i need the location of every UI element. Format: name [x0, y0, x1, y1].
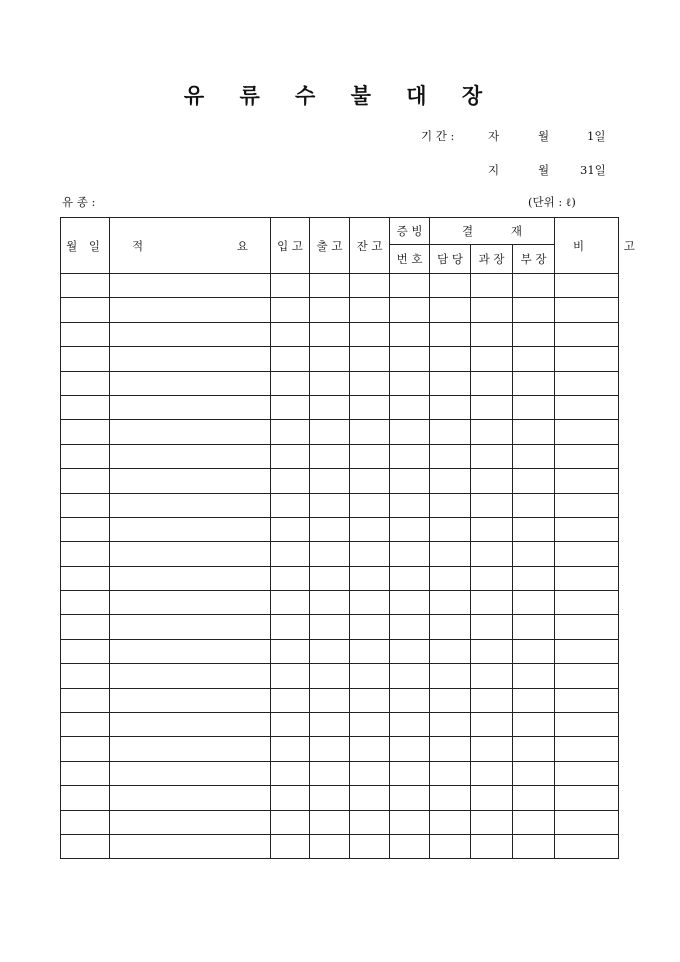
table-cell — [350, 420, 390, 444]
table-row — [61, 761, 619, 785]
table-row — [61, 591, 619, 615]
table-row — [61, 298, 619, 322]
period-to-day: 31일 — [580, 163, 606, 177]
table-cell — [271, 542, 310, 566]
table-cell — [390, 566, 430, 590]
table-cell — [61, 761, 110, 785]
table-cell — [310, 786, 350, 810]
table-cell — [61, 713, 110, 737]
table-cell — [513, 566, 555, 590]
table-row — [61, 444, 619, 468]
table-cell — [390, 542, 430, 566]
table-cell — [61, 615, 110, 639]
table-cell — [310, 542, 350, 566]
table-cell — [471, 761, 513, 785]
table-cell — [310, 493, 350, 517]
period-to-label: 지 — [488, 163, 500, 177]
table-cell — [110, 493, 271, 517]
table-cell — [513, 664, 555, 688]
table-cell — [271, 834, 310, 858]
table-cell — [271, 810, 310, 834]
table-cell — [350, 761, 390, 785]
table-cell — [310, 298, 350, 322]
table-row — [61, 713, 619, 737]
table-cell — [471, 566, 513, 590]
table-cell — [350, 493, 390, 517]
table-cell — [271, 517, 310, 541]
table-cell — [471, 639, 513, 663]
table-cell — [271, 395, 310, 419]
table-cell — [513, 737, 555, 761]
table-cell — [61, 834, 110, 858]
table-cell — [271, 639, 310, 663]
header-approval-left: 결 — [462, 224, 474, 238]
table-cell — [555, 688, 619, 712]
table-cell — [471, 615, 513, 639]
header-evidence-top: 증 빙 — [390, 218, 430, 245]
table-cell — [310, 639, 350, 663]
table-cell — [61, 347, 110, 371]
table-cell — [390, 810, 430, 834]
table-cell — [271, 615, 310, 639]
table-cell — [430, 761, 471, 785]
table-cell — [555, 395, 619, 419]
table-cell — [513, 542, 555, 566]
table-row — [61, 542, 619, 566]
period-to-month-label: 월 — [538, 163, 550, 177]
table-cell — [513, 493, 555, 517]
table-cell — [310, 395, 350, 419]
table-cell — [390, 639, 430, 663]
table-cell — [555, 639, 619, 663]
table-cell — [390, 274, 430, 298]
table-cell — [110, 517, 271, 541]
table-cell — [471, 371, 513, 395]
table-cell — [555, 517, 619, 541]
table-cell — [310, 517, 350, 541]
header-summary-left: 적 — [132, 238, 144, 253]
table-cell — [555, 274, 619, 298]
table-cell — [513, 469, 555, 493]
table-cell — [555, 615, 619, 639]
table-cell — [310, 371, 350, 395]
table-cell — [61, 298, 110, 322]
table-cell — [513, 420, 555, 444]
table-cell — [513, 591, 555, 615]
table-cell — [271, 688, 310, 712]
table-cell — [271, 737, 310, 761]
table-cell — [430, 274, 471, 298]
table-cell — [471, 517, 513, 541]
page-title: 유 류 수 불 대 장 — [183, 83, 497, 108]
table-cell — [61, 395, 110, 419]
table-row — [61, 810, 619, 834]
header-evidence-bottom: 번 호 — [390, 245, 430, 274]
table-cell — [430, 469, 471, 493]
table-cell — [110, 688, 271, 712]
table-cell — [513, 371, 555, 395]
table-row — [61, 615, 619, 639]
table-cell — [61, 493, 110, 517]
table-cell — [390, 737, 430, 761]
table-cell — [471, 395, 513, 419]
table-cell — [310, 444, 350, 468]
table-cell — [430, 347, 471, 371]
table-cell — [471, 298, 513, 322]
table-cell — [350, 371, 390, 395]
table-cell — [555, 566, 619, 590]
table-cell — [471, 591, 513, 615]
table-cell — [430, 566, 471, 590]
table-cell — [110, 469, 271, 493]
table-row — [61, 737, 619, 761]
table-row — [61, 274, 619, 298]
header-incoming: 입 고 — [271, 218, 310, 274]
table-cell — [555, 420, 619, 444]
period-from-month-label: 월 — [538, 129, 550, 143]
table-cell — [110, 786, 271, 810]
table-cell — [61, 810, 110, 834]
table-row — [61, 469, 619, 493]
ledger-table — [60, 217, 653, 859]
table-cell — [110, 713, 271, 737]
header-remarks: 비 고 — [555, 218, 619, 274]
table-cell — [390, 395, 430, 419]
table-cell — [350, 517, 390, 541]
table-cell — [271, 664, 310, 688]
table-cell — [350, 664, 390, 688]
table-cell — [271, 274, 310, 298]
header-summary — [110, 218, 271, 274]
table-cell — [350, 322, 390, 346]
table-cell — [471, 786, 513, 810]
table-cell — [430, 517, 471, 541]
table-cell — [350, 713, 390, 737]
table-cell — [513, 298, 555, 322]
table-cell — [350, 395, 390, 419]
table-row — [61, 322, 619, 346]
header-summary-right: 요 — [236, 238, 248, 253]
table-cell — [430, 591, 471, 615]
table-cell — [310, 274, 350, 298]
table-cell — [430, 639, 471, 663]
table-cell — [110, 420, 271, 444]
table-cell — [430, 664, 471, 688]
table-cell — [471, 322, 513, 346]
table-cell — [471, 713, 513, 737]
table-cell — [310, 761, 350, 785]
table-cell — [555, 713, 619, 737]
table-cell — [271, 786, 310, 810]
table-cell — [430, 786, 471, 810]
table-row — [61, 493, 619, 517]
table-cell — [513, 761, 555, 785]
table-cell — [61, 371, 110, 395]
table-cell — [350, 834, 390, 858]
table-cell — [61, 542, 110, 566]
table-cell — [110, 834, 271, 858]
table-cell — [61, 737, 110, 761]
oil-type-label: 유 종 : — [62, 195, 96, 209]
table-cell — [513, 834, 555, 858]
table-cell — [61, 517, 110, 541]
table-cell — [271, 322, 310, 346]
table-cell — [310, 664, 350, 688]
table-cell — [471, 810, 513, 834]
period-from-label: 자 — [488, 129, 500, 143]
table-cell — [110, 591, 271, 615]
table-cell — [513, 688, 555, 712]
table-cell — [271, 591, 310, 615]
table-cell — [350, 469, 390, 493]
table-cell — [555, 469, 619, 493]
table-cell — [271, 469, 310, 493]
table-cell — [271, 566, 310, 590]
table-cell — [61, 274, 110, 298]
table-cell — [471, 737, 513, 761]
table-cell — [390, 761, 430, 785]
table-cell — [471, 834, 513, 858]
table-cell — [390, 469, 430, 493]
table-cell — [471, 469, 513, 493]
table-cell — [110, 371, 271, 395]
table-cell — [310, 834, 350, 858]
table-cell — [110, 664, 271, 688]
table-cell — [555, 591, 619, 615]
table-cell — [350, 444, 390, 468]
table-cell — [310, 566, 350, 590]
table-cell — [310, 688, 350, 712]
header-approval-right: 재 — [510, 224, 523, 238]
table-cell — [110, 615, 271, 639]
table-cell — [350, 786, 390, 810]
table-cell — [430, 420, 471, 444]
table-cell — [513, 639, 555, 663]
table-cell — [350, 688, 390, 712]
table-cell — [350, 298, 390, 322]
table-cell — [390, 444, 430, 468]
table-cell — [110, 737, 271, 761]
table-row — [61, 420, 619, 444]
table-cell — [310, 737, 350, 761]
table-row — [61, 664, 619, 688]
table-cell — [110, 639, 271, 663]
table-cell — [350, 274, 390, 298]
table-cell — [390, 371, 430, 395]
table-cell — [350, 542, 390, 566]
table-cell — [390, 713, 430, 737]
table-cell — [555, 444, 619, 468]
table-cell — [430, 713, 471, 737]
table-cell — [310, 615, 350, 639]
table-cell — [471, 420, 513, 444]
table-cell — [110, 810, 271, 834]
table-cell — [61, 566, 110, 590]
table-row — [61, 688, 619, 712]
table-cell — [513, 395, 555, 419]
table-cell — [390, 786, 430, 810]
table-row — [61, 786, 619, 810]
table-cell — [310, 347, 350, 371]
table-row — [61, 371, 619, 395]
table-cell — [271, 298, 310, 322]
table-cell — [271, 371, 310, 395]
table-cell — [110, 395, 271, 419]
table-cell — [350, 591, 390, 615]
table-cell — [390, 591, 430, 615]
table-cell — [555, 298, 619, 322]
table-cell — [471, 347, 513, 371]
period-label: 기 간 : — [421, 129, 455, 143]
header-month-day: 월 일 — [61, 218, 110, 274]
table-cell — [430, 371, 471, 395]
table-cell — [61, 420, 110, 444]
table-cell — [430, 688, 471, 712]
table-cell — [350, 615, 390, 639]
table-cell — [513, 444, 555, 468]
table-cell — [271, 493, 310, 517]
table-cell — [430, 834, 471, 858]
table-cell — [110, 347, 271, 371]
table-cell — [555, 664, 619, 688]
table-cell — [390, 517, 430, 541]
table-cell — [471, 493, 513, 517]
table-cell — [61, 664, 110, 688]
table-cell — [110, 274, 271, 298]
table-cell — [61, 688, 110, 712]
table-cell — [390, 834, 430, 858]
table-cell — [110, 444, 271, 468]
unit-label: (단위 : ℓ) — [528, 195, 576, 209]
table-cell — [61, 591, 110, 615]
table-cell — [110, 761, 271, 785]
header-approval — [430, 218, 555, 245]
header-approver-dept: 부 장 — [513, 245, 555, 274]
table-cell — [555, 347, 619, 371]
table-cell — [350, 639, 390, 663]
table-cell — [271, 420, 310, 444]
table-cell — [513, 517, 555, 541]
table-row — [61, 639, 619, 663]
table-cell — [310, 469, 350, 493]
table-cell — [513, 786, 555, 810]
table-cell — [513, 713, 555, 737]
table-cell — [350, 737, 390, 761]
table-cell — [310, 810, 350, 834]
table-cell — [555, 371, 619, 395]
table-cell — [513, 615, 555, 639]
table-cell — [430, 444, 471, 468]
table-cell — [390, 298, 430, 322]
table-cell — [430, 493, 471, 517]
table-cell — [430, 298, 471, 322]
table-cell — [471, 444, 513, 468]
table-cell — [555, 834, 619, 858]
table-row — [61, 517, 619, 541]
table-cell — [390, 347, 430, 371]
table-cell — [350, 347, 390, 371]
table-cell — [110, 566, 271, 590]
table-cell — [555, 542, 619, 566]
table-cell — [310, 591, 350, 615]
table-cell — [350, 566, 390, 590]
table-cell — [471, 664, 513, 688]
table-cell — [390, 420, 430, 444]
table-cell — [390, 493, 430, 517]
period-from-day: 1일 — [587, 129, 606, 143]
table-row — [61, 834, 619, 858]
table-cell — [430, 737, 471, 761]
table-cell — [555, 737, 619, 761]
table-cell — [390, 322, 430, 346]
table-cell — [110, 542, 271, 566]
table-cell — [61, 469, 110, 493]
header-approver-section: 과 장 — [471, 245, 513, 274]
table-cell — [310, 713, 350, 737]
table-cell — [430, 395, 471, 419]
table-cell — [271, 347, 310, 371]
table-cell — [430, 542, 471, 566]
table-cell — [271, 444, 310, 468]
table-cell — [390, 615, 430, 639]
table-cell — [555, 322, 619, 346]
table-cell — [430, 322, 471, 346]
table-cell — [310, 420, 350, 444]
table-cell — [430, 810, 471, 834]
table-cell — [471, 274, 513, 298]
table-cell — [61, 322, 110, 346]
table-cell — [513, 322, 555, 346]
table-cell — [430, 615, 471, 639]
table-cell — [513, 274, 555, 298]
table-cell — [110, 298, 271, 322]
table-cell — [271, 713, 310, 737]
table-cell — [555, 761, 619, 785]
table-cell — [310, 322, 350, 346]
table-cell — [471, 542, 513, 566]
table-row — [61, 395, 619, 419]
table-cell — [350, 810, 390, 834]
table-cell — [110, 322, 271, 346]
table-cell — [471, 688, 513, 712]
header-balance: 잔 고 — [350, 218, 390, 274]
table-cell — [513, 810, 555, 834]
table-cell — [390, 688, 430, 712]
table-row — [61, 347, 619, 371]
table-cell — [555, 786, 619, 810]
header-outgoing: 출 고 — [310, 218, 350, 274]
header-approver-staff: 담 당 — [430, 245, 471, 274]
table-row — [61, 566, 619, 590]
table-cell — [271, 761, 310, 785]
table-cell — [61, 786, 110, 810]
table-cell — [61, 444, 110, 468]
table-cell — [61, 639, 110, 663]
table-cell — [555, 493, 619, 517]
table-cell — [390, 664, 430, 688]
table-cell — [555, 810, 619, 834]
table-cell — [513, 347, 555, 371]
